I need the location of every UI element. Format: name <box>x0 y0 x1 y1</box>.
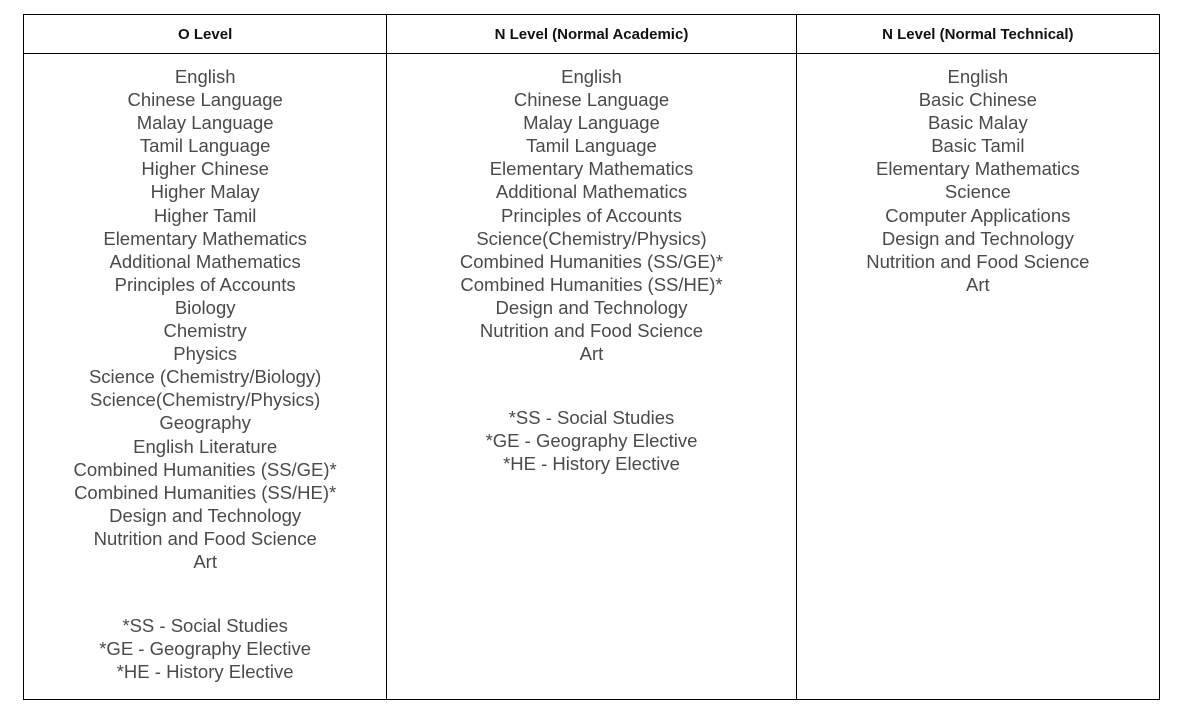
o-level-footnote: *HE - History Elective <box>116 661 294 683</box>
n-academic-subject: English <box>561 66 622 87</box>
o-level-subject: English Literature <box>133 435 278 457</box>
o-level-subject: Art <box>193 550 217 572</box>
o-level-subject: Additional Mathematics <box>109 250 301 272</box>
o-level-subject: Higher Malay <box>150 181 260 203</box>
n-academic-subject: Tamil Language <box>526 135 657 157</box>
n-academic-subject: Additional Mathematics <box>495 181 688 203</box>
n-academic-footnote: *GE - Geography Elective <box>485 430 698 452</box>
n-academic-subject: Science(Chemistry/Physics) <box>476 227 707 249</box>
header-o-level: O Level <box>24 15 387 54</box>
n-academic-subject: Combined Humanities (SS/HE)* <box>460 273 723 295</box>
o-level-subject: Science(Chemistry/Physics) <box>90 389 321 411</box>
o-level-footnote: *SS - Social Studies <box>122 615 288 637</box>
o-level-subject-list <box>24 65 386 573</box>
o-level-subject: Geography <box>159 412 251 434</box>
header-n-technical: N Level (Normal Technical) <box>796 15 1159 54</box>
n-academic-subject: Elementary Mathematics <box>489 158 694 180</box>
o-level-subject: Design and Technology <box>109 504 302 526</box>
o-level-subject: Science (Chemistry/Biology) <box>88 366 322 388</box>
n-academic-subject: Nutrition and Food Science <box>479 320 704 342</box>
n-technical-subject: English <box>947 66 1009 87</box>
o-level-subject: Tamil Language <box>139 135 271 157</box>
table-body <box>24 54 1160 700</box>
o-level-subject: Elementary Mathematics <box>103 227 307 249</box>
o-level-subject: Malay Language <box>136 112 274 134</box>
n-technical-subject: Nutrition and Food Science <box>866 250 1090 272</box>
n-technical-subject: Design and Technology <box>881 227 1074 249</box>
n-technical-cell <box>796 54 1159 700</box>
table-header <box>24 15 1160 54</box>
o-level-subject: Higher Chinese <box>141 158 269 180</box>
n-academic-subject-list <box>387 65 795 365</box>
o-level-footnotes <box>24 614 386 683</box>
n-technical-subject: Basic Chinese <box>918 89 1037 111</box>
n-technical-subject: Science <box>944 181 1011 203</box>
o-level-cell <box>24 54 387 700</box>
n-technical-subject: Basic Tamil <box>931 135 1025 157</box>
o-level-subject: Chinese Language <box>127 89 283 111</box>
n-academic-footnote: *SS - Social Studies <box>508 407 675 429</box>
o-level-subject: Combined Humanities (SS/HE)* <box>74 481 337 503</box>
o-level-subject: Principles of Accounts <box>114 273 296 295</box>
o-level-subject: Chemistry <box>163 320 247 342</box>
o-level-subject: Higher Tamil <box>153 204 257 226</box>
n-technical-subject: Basic Malay <box>927 112 1028 134</box>
n-academic-subject: Malay Language <box>523 112 660 134</box>
n-academic-cell <box>387 54 796 700</box>
o-level-subject: English <box>174 66 236 87</box>
n-academic-footnote: *HE - History Elective <box>503 453 680 475</box>
n-technical-subject: Elementary Mathematics <box>876 158 1080 180</box>
header-row <box>24 15 1160 54</box>
n-academic-footnotes <box>387 406 795 475</box>
n-academic-subject: Art <box>579 343 604 365</box>
o-level-subject: Physics <box>173 343 238 365</box>
subjects-table <box>23 14 1160 700</box>
n-academic-subject: Principles of Accounts <box>501 204 682 226</box>
n-academic-subject: Chinese Language <box>513 89 670 111</box>
header-n-academic: N Level (Normal Academic) <box>387 15 796 54</box>
n-technical-subject-list <box>797 65 1159 296</box>
n-academic-subject: Combined Humanities (SS/GE)* <box>459 250 724 272</box>
n-technical-subject: Computer Applications <box>885 204 1071 226</box>
n-academic-subject: Design and Technology <box>495 296 688 318</box>
n-technical-subject: Art <box>966 273 990 295</box>
o-level-subject: Biology <box>174 296 236 318</box>
o-level-subject: Nutrition and Food Science <box>93 527 317 549</box>
o-level-footnote: *GE - Geography Elective <box>99 638 312 660</box>
subjects-row <box>24 54 1160 700</box>
o-level-subject: Combined Humanities (SS/GE)* <box>73 458 337 480</box>
